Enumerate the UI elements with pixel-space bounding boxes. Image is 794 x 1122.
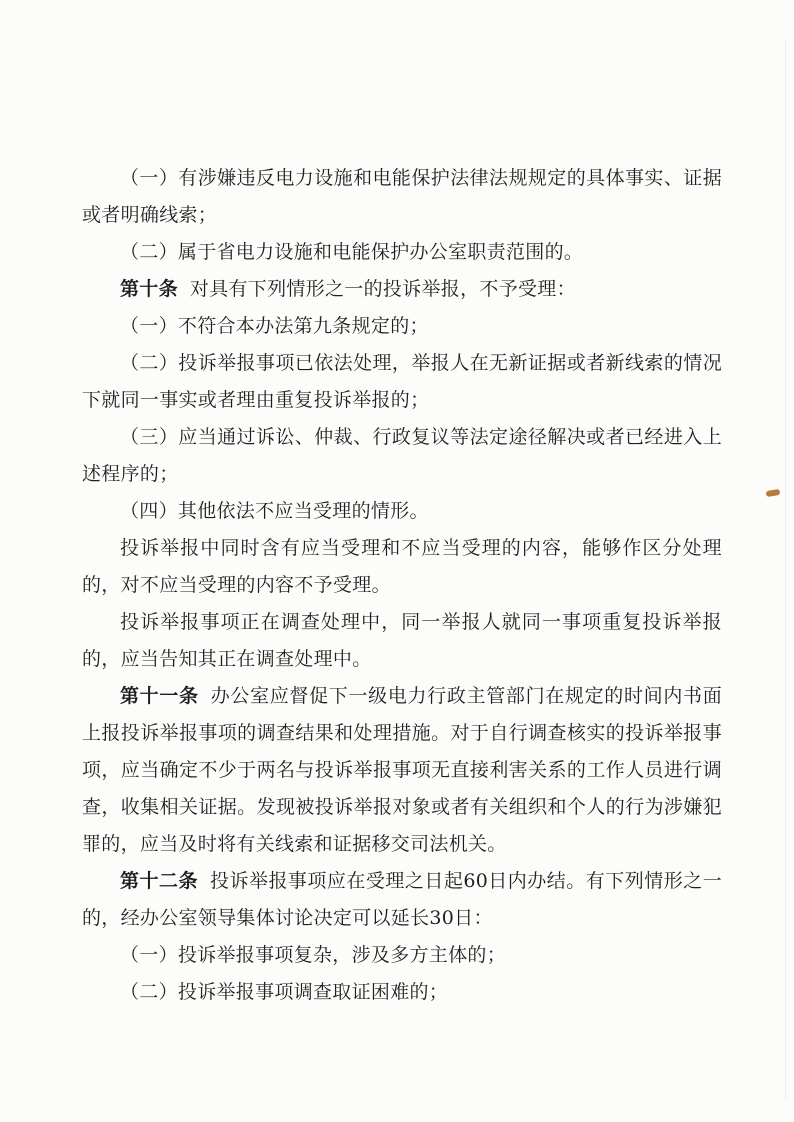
document-body — [82, 160, 722, 1011]
article-number: 第十条 — [120, 278, 178, 300]
article-paragraph: 第十二条 投诉举报事项应在受理之日起60日内办结。有下列情形之一的，经办公室领导集体讨论决定可以延长30日： — [82, 870, 723, 929]
paragraph: （二）投诉举报事项已依法处理，举报人在无新证据或者新线索的情况下就同一事实或者理由重复投诉举报的； — [82, 352, 722, 411]
article-number: 第十一条 — [120, 685, 199, 707]
paragraph: （四）其他依法不应当受理的情形。 — [120, 500, 429, 522]
paragraph: （二）投诉举报事项调查取证困难的； — [120, 981, 449, 1003]
article-paragraph: 第十一条 办公室应督促下一级电力行政主管部门在规定的时间内书面上报投诉举报事项的调查结果和处理措施。对于自行调查核实的投诉举报事项，应当确定不少于两名与投诉举报事项无直接利害关系的工作人员进行调查，收集相关证据。发现被投诉举报对象或者有关组织和个人的行为涉嫌犯罪的，应当及时将有关线索和证据移交司法机关。 — [82, 685, 722, 855]
page-edge-shadow — [785, 40, 786, 1100]
paragraph: （一）有涉嫌违反电力设施和电能保护法律法规规定的具体事实、证据或者明确线索； — [82, 167, 722, 226]
paragraph: 投诉举报事项正在调查处理中，同一举报人就同一事项重复投诉举报的，应当告知其正在调查处理中。 — [82, 611, 722, 670]
scan-mark — [766, 489, 781, 497]
paragraph: 投诉举报中同时含有应当受理和不应当受理的内容，能够作区分处理的，对不应当受理的内容不予受理。 — [82, 537, 722, 596]
article-paragraph: 第十条 对具有下列情形之一的投诉举报，不予受理： — [120, 278, 576, 300]
paragraph: （三）应当通过诉讼、仲裁、行政复议等法定途径解决或者已经进入上述程序的； — [82, 426, 722, 485]
paragraph: （一）不符合本办法第九条规定的； — [120, 315, 429, 337]
paragraph: （二）属于省电力设施和电能保护办公室职责范围的。 — [120, 241, 584, 263]
paragraph: （一）投诉举报事项复杂，涉及多方主体的； — [120, 944, 507, 966]
article-number: 第十二条 — [120, 870, 198, 892]
